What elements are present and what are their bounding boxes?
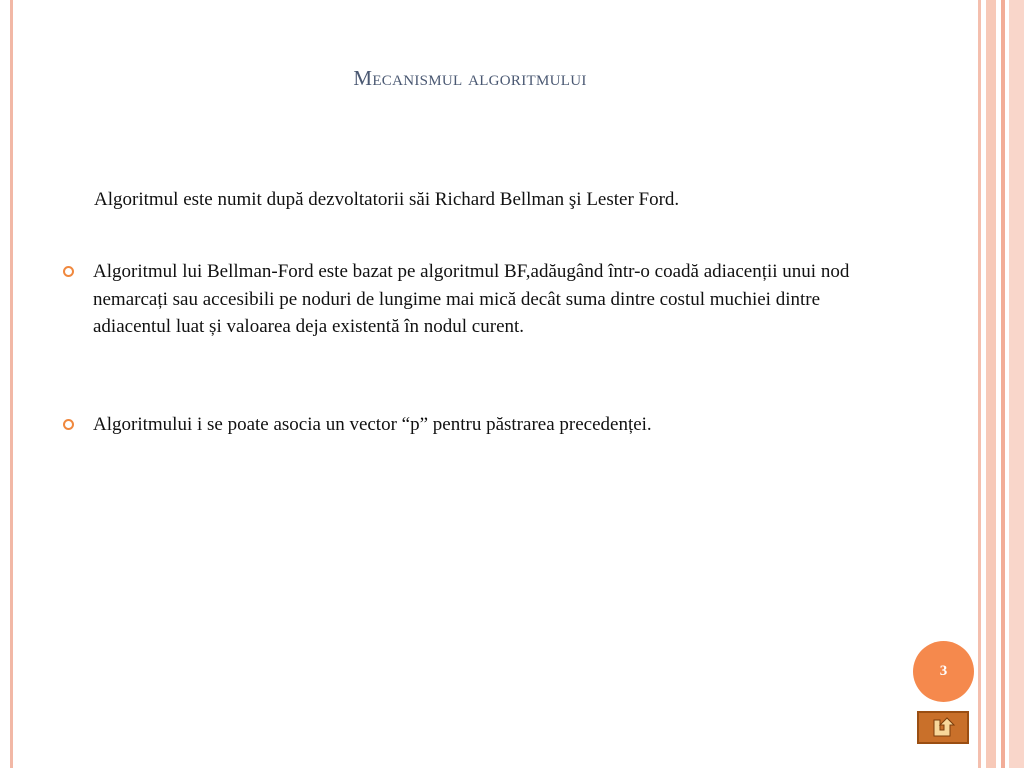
decorative-stripe <box>1009 0 1024 768</box>
intro-paragraph: Algoritmul este numit după dezvoltatorii săi Richard Bellman şi Lester Ford. <box>94 189 680 210</box>
decorative-stripe <box>986 0 996 768</box>
page-number-badge <box>913 641 974 702</box>
bullet-item <box>93 411 883 439</box>
return-arrow-icon <box>928 716 958 740</box>
circle-bullet-icon <box>63 266 74 277</box>
slide-title: Mecanismul algoritmului <box>353 66 587 90</box>
bullet-text: Algoritmului i se poate asocia un vector “p” pentru păstrarea precedenței. <box>93 414 652 435</box>
bullet-item <box>93 258 883 341</box>
circle-bullet-icon <box>63 419 74 430</box>
return-button[interactable] <box>917 711 969 744</box>
bullet-text: Algoritmul lui Bellman-Ford este bazat pe algoritmul BF,adăugând într-o coadă adiacenții unui nod nemarcați sau accesibili pe noduri de lungime mai mică decât suma dintre costul muchiei dintre adiacentul luat și valoarea deja existentă în nodul curent. <box>93 261 850 337</box>
decorative-stripe <box>978 0 981 768</box>
decorative-stripe <box>1001 0 1005 768</box>
left-border-line <box>10 0 13 768</box>
page-number: 3 <box>939 663 948 679</box>
